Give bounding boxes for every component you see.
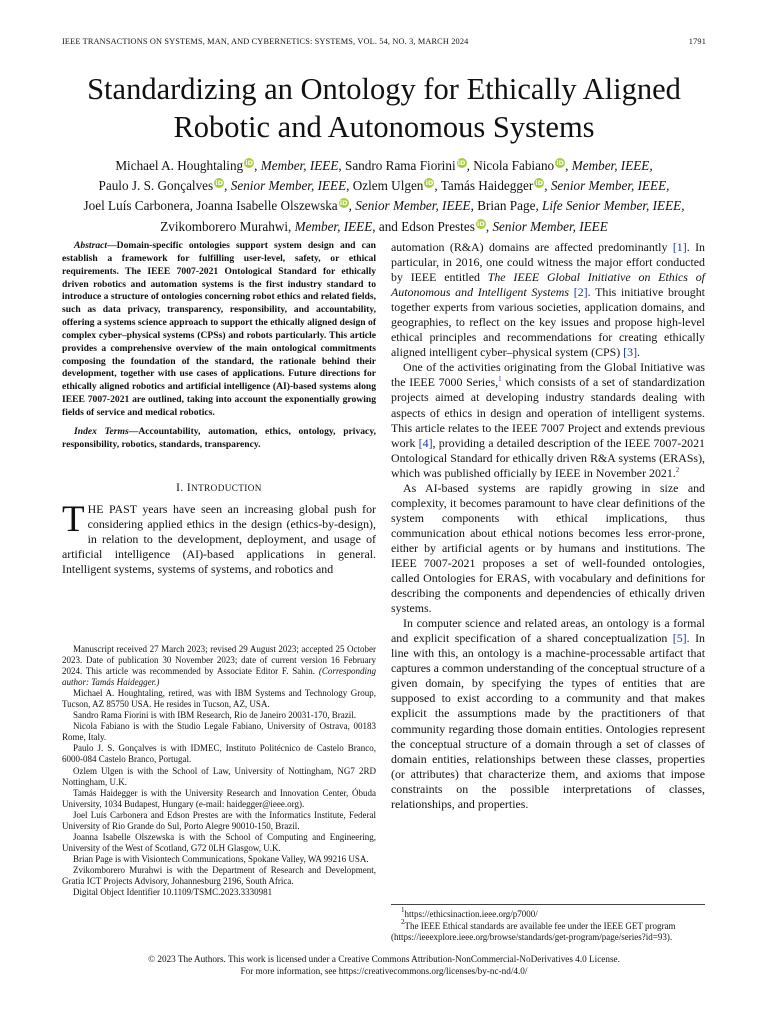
abstract [62, 240, 376, 420]
citation-link[interactable]: [2] [573, 285, 588, 300]
page-number: 1791 [688, 37, 706, 46]
section-heading [62, 482, 376, 494]
text-run: . This initiative brought together experts from various societies, application domains, and geographies, to reflect on the key issues and propose high-level ethical principles and recommendations for creating ethically aligned intelligent cyber–physical system (CPS) [391, 285, 705, 360]
affiliation: Paulo J. S. Gonçalves is with IDMEC, Instituto Politécnico de Castelo Branco, 6000-084 Castelo Branco, Portugal. [62, 743, 376, 765]
index-terms-text: —Accountability, automation, ethics, ontology, privacy, responsibility, robotics, standards, transparency. [62, 425, 376, 450]
author-name: Joel Luís Carbonera, Joanna Isabelle Olszewska [83, 198, 338, 214]
author-name: Brian Page [477, 198, 536, 214]
author-role: Member, IEEE [294, 218, 373, 234]
abstract-text: —Domain-specific ontologies support system design and can establish a framework for fulfilling user-level, safety, or ethical requirements. The IEEE 7007-2021 Ontological Standard for ethically driven robotics and automation systems is the first industry standard to introduce a structure of ontologies concerning robot ethics and related fields, such as data privacy, transparency, responsibility, and accountability, offering a systems science approach to support the ethically aligned design of complex cyber–physical systems (CPSs) and robots particularly. This article provides a comprehensive overview of the main ontological commitments composing the foundation of the standard, the rationale behind their development, together with use cases of applications. Future directions for ethically aligned robotics and artificial intelligence (AI)-based systems along IEEE 7007-2021 are outlined, taking into account the exponentially growing fields of service and medical robotics. [62, 240, 377, 418]
author-name: Edson Prestes [401, 218, 475, 234]
intro-text: years have seen an increasing global push for considering applied ethics in the design (ethics-by-design), in relation to the development, deployment, and usage of artificial intelligence (AI)-based applications in general. Intelligent systems, systems of systems, and robotics and [62, 501, 376, 576]
footnote-marker[interactable]: 1 [498, 375, 502, 384]
text-run: . In line with this, an ontology is a machine-processable artifact that captures a common understanding of the conceptual structure of a given domain, by specifying the types of entities that are supposed to exist according to a community and that makes explicit the assumptions made by the practitioners of that community regarding those domain entities. Ontologies represent the conceptual structure of a domain through a set of classes of domain entities, relationships between these classes, properties (or attributes) that characterize them, and axioms that impose constraints on the possible interpretations of classes, relationships, and properties. [391, 631, 705, 811]
title-line-1: Standardizing an Ontology for Ethically Aligned [87, 72, 681, 106]
author-name: Ozlem Ulgen [352, 178, 424, 194]
text-run: automation (R&A) domains are affected predominantly [391, 240, 673, 254]
affiliation: Nicola Fabiano is with the Studio Legale Fabiano, University of Ostrava, 00183 Rome, Italy. [62, 721, 376, 743]
index-terms [62, 426, 376, 452]
author-name: Paulo J. S. Gonçalves [98, 178, 214, 194]
left-column [62, 240, 376, 577]
footnote-2 [391, 917, 705, 944]
author-role: Member, IEEE [260, 158, 339, 173]
author-name: Sandro Rama Fiorini [344, 158, 456, 173]
orcid-icon[interactable]: iD [535, 179, 544, 188]
body-paragraph [391, 360, 705, 480]
author-name: Zvikomborero Murahwi [160, 218, 289, 234]
paper-title [40, 70, 728, 146]
text-run-italic: The IEEE Global Initiative on Ethics of Autonomous and Intelligent Systems [391, 270, 705, 300]
affiliation: Brian Page is with Visiontech Communications, Spokane Valley, WA 99216 USA. [73, 853, 369, 864]
footnote-text: The IEEE Ethical standards are available fee under the IEEE GET program (https://ieeexplore.ieee.org/browse/standards/get-program/page/series?id=93). [391, 920, 676, 942]
author-name: Michael A. Houghtaling [115, 158, 244, 173]
footnote-1 [391, 906, 705, 921]
orcid-icon[interactable]: iD [245, 159, 253, 167]
author-role: Senior Member, IEEE [492, 218, 608, 234]
author-role: Senior Member, IEEE [230, 178, 347, 194]
citation-link[interactable]: [1] [672, 240, 687, 254]
text-run: . In particular, in 2016, one could witness the major effort conducted by IEEE entitled [391, 240, 705, 285]
index-terms-label: Index Terms [74, 425, 129, 437]
affiliation: Michael A. Houghtaling, retired, was with IBM Systems and Technology Group, Tucson, AZ 85750 USA. He resides in Tucson, AZ, USA. [62, 688, 376, 710]
affiliation: Joel Luís Carbonera and Edson Prestes are with the Informatics Institute, Federal University of Rio Grande do Sul, Porto Alegre 90010-150, Brazil. [62, 809, 376, 831]
affiliation: Sandro Rama Fiorini is with IBM Research, Rio de Janeiro 20031-170, Brazil. [73, 710, 356, 721]
received-note: Manuscript received 27 March 2023; revised 29 August 2023; accepted 25 October 2023. Date of publication 30 November 2023; date of current version 16 February 2024. This article was recommended by Associate Editor F. Sahin. [62, 644, 376, 677]
license-notice [40, 954, 728, 978]
section-title-initial: I [186, 481, 192, 494]
footnote-number: 1 [401, 906, 405, 914]
page-footnotes [391, 904, 705, 944]
author-role: Senior Member, IEEE, [550, 178, 670, 194]
footnote-marker[interactable]: 2 [675, 465, 680, 474]
section-title-rest: NTRODUCTION [191, 482, 262, 493]
orcid-icon[interactable]: iD [215, 179, 223, 188]
intro-paragraph [62, 498, 376, 577]
body-paragraph [391, 240, 705, 360]
doi[interactable]: Digital Object Identifier 10.1109/TSMC.2023.3330981 [73, 887, 273, 898]
running-header [62, 37, 706, 46]
title-line-2: Robotic and Autonomous Systems [173, 110, 595, 144]
journal-name: IEEE TRANSACTIONS ON SYSTEMS, MAN, AND CYBERNETICS: SYSTEMS, VOL. 54, NO. 3, MARCH 2024 [62, 37, 469, 46]
author-role: Member, IEEE, [571, 158, 653, 173]
affiliation: Joanna Isabelle Olszewska is with the School of Computing and Engineering, University of the West of Scotland, G72 0LH Glasgow, U.K. [62, 831, 376, 853]
text-run: In computer science and related areas, an ontology is a formal and explicit specification of a shared conceptualization [391, 616, 705, 646]
text-run: . [637, 345, 641, 360]
author-list: Michael A. Houghtaling iD, Member, IEEE, Sandro Rama Fiorini iD, Nicola Fabiano iD, Member, IEEE, Paulo J. S. Gonçalves iD, Senior Member, IEEE, Ozlem Ulgen iD, Tamás Haidegger iD, Senior Member, IEEE, Joel Luís Carbonera, Joanna Isabelle Olszewska iD, Senior Member, IEEE, Brian Page, Life Senior Member, IEEE, Zvikomborero Murahwi, Member, IEEE, and Edson Prestes iD, Senior Member, IEEE [83, 158, 685, 234]
orcid-icon[interactable]: iD [477, 219, 485, 228]
citation-link[interactable]: [5] [672, 631, 687, 646]
footnote-number: 2 [401, 917, 405, 926]
orcid-icon[interactable]: iD [425, 179, 434, 188]
citation-link[interactable]: [4] [418, 435, 433, 450]
orcid-icon[interactable]: iD [556, 159, 564, 167]
author-name: Nicola Fabiano [473, 158, 555, 173]
license-line-2: For more information, see https://creativecommons.org/licenses/by-nc-nd/4.0/ [240, 965, 528, 976]
drop-cap: T [62, 498, 85, 540]
text-run: , providing a detailed description of the IEEE 7007-2021 Ontological Standard for ethically driven R&A systems (ERASs), which was published officially by IEEE in November 2021. [391, 435, 705, 480]
orcid-icon[interactable]: iD [457, 159, 466, 167]
body-paragraph [391, 616, 705, 812]
author-role: Life Senior Member, IEEE, [542, 198, 685, 214]
abstract-label: Abstract [74, 240, 108, 251]
citation-link[interactable]: [3] [623, 345, 638, 360]
affiliation: Ozlem Ulgen is with the School of Law, University of Nottingham, NG7 2RD Nottingham, U.K. [62, 765, 376, 787]
affiliation: Tamás Haidegger is with the University Research and Innovation Center, Óbuda University, 1034 Budapest, Hungary (e-mail: haidegger@ieee.org). [62, 787, 376, 809]
section-numeral: I. [176, 481, 187, 494]
manuscript-dates [62, 644, 376, 688]
footnote-url[interactable]: https://ethicsinaction.ieee.org/p7000/ [404, 909, 538, 919]
body-paragraph: As AI-based systems are rapidly growing in size and complexity, it becomes paramount to have clear definitions of the system components with ethical implications, thus communication about ethical notions becomes less error-prone, either by artificial agents or by humans and institutions. The IEEE 7007-2021 proposes a set of well-founded ontologies, called Ontologies for ERAS, with vocabulary and definitions for describing the components and dependencies of ethically driven systems. [391, 480, 705, 616]
intro-small-caps: HE PAST [87, 501, 137, 516]
license-line-1: © 2023 The Authors. This work is licensed under a Creative Commons Attribution-NonCommercial-NoDerivatives 4.0 License. [148, 954, 620, 964]
author-role: Senior Member, IEEE [355, 198, 471, 214]
orcid-icon[interactable]: iD [339, 199, 348, 208]
right-column [391, 240, 705, 812]
affiliation-footnotes [62, 644, 376, 898]
text-run: One of the activities originating from the Global Initiative was the IEEE 7000 Series, [391, 360, 705, 390]
text-run: which consists of a set of standardization projects aimed at developing industry standards dealing with aspects of ethics in design and operation of intelligent systems. This article relates to the IEEE 7007 Project and extends previous work [391, 375, 705, 450]
affiliation: Zvikomborero Murahwi is with the Department of Research and Development, Gratia ICT Projects Advisory, Johannesburg 2196, South Africa. [62, 864, 376, 886]
author-name: Tamás Haidegger [440, 178, 534, 194]
corresponding-author: (Corresponding author: Tamás Haidegger.) [62, 666, 376, 688]
